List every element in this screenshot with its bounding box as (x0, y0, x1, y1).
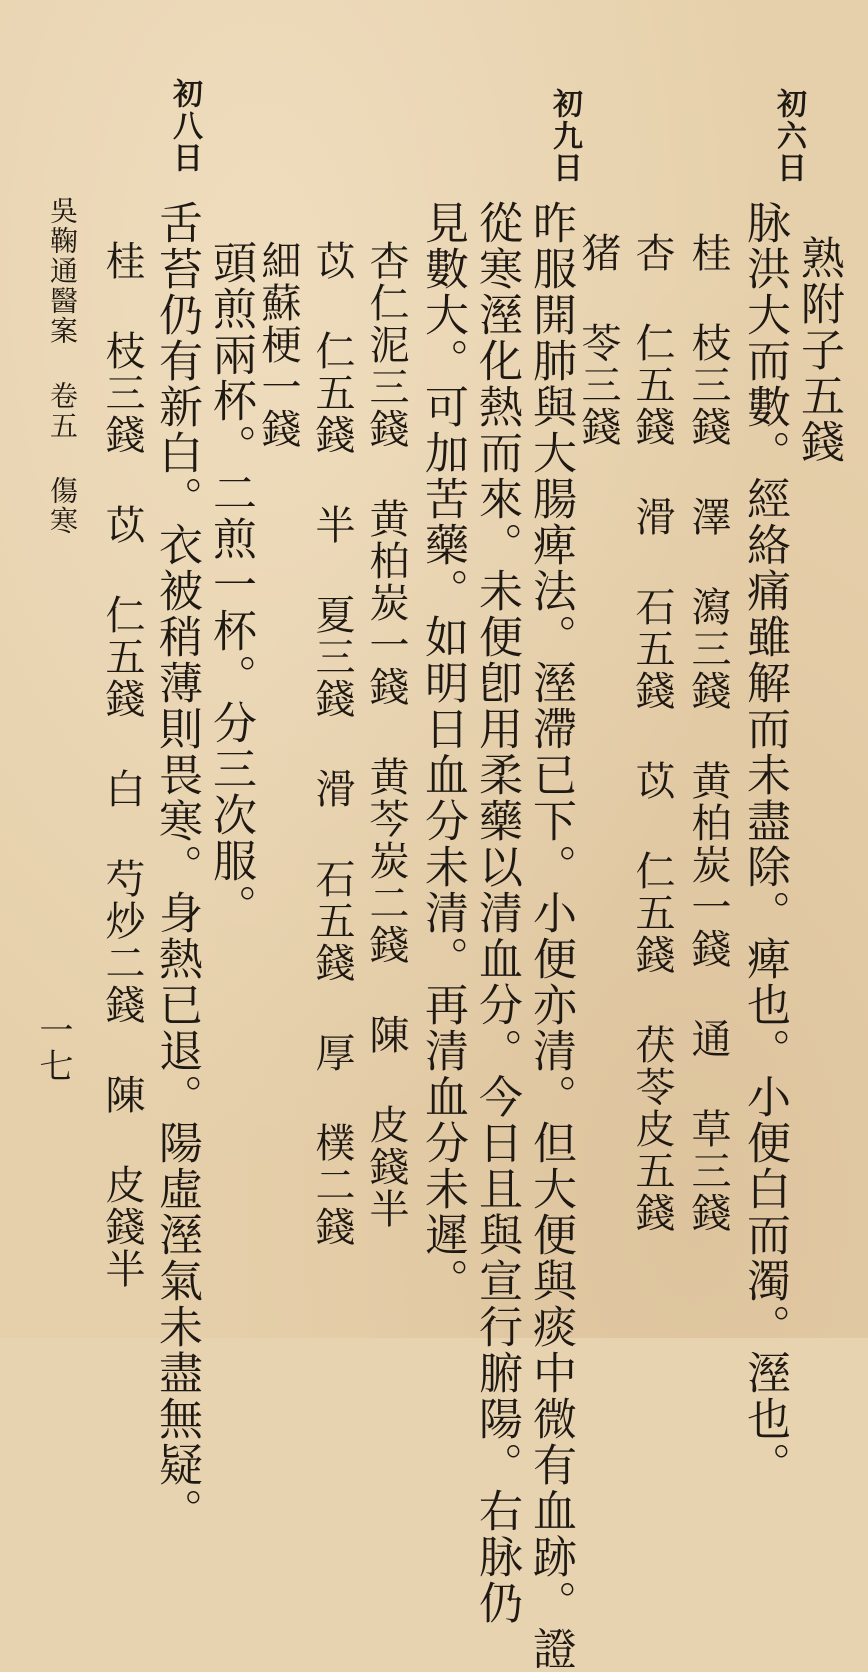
running-footer: 吳鞠通醫案 卷五 傷寒 (46, 196, 79, 536)
page-number: 一七 (33, 1012, 73, 1084)
date-day6: 初六日 (771, 88, 806, 184)
day9-prescription-2: 苡 仁五錢 半 夏三錢 滑 石五錢 厚 樸二錢 (309, 240, 355, 1248)
date-day9: 初九日 (547, 88, 582, 184)
day6-prescription-2: 杏 仁五錢 滑 石五錢 苡 仁五錢 茯苓皮五錢 (629, 232, 675, 1234)
date-day8: 初八日 (167, 78, 202, 174)
day6-note: 脉洪大而數。經絡痛雖解而未盡除。痺也。小便白而濁。溼也。 (739, 200, 790, 1488)
day8-note: 舌苔仍有新白。衣被稍薄則畏寒。身熱已退。陽虛溼氣未盡無疑。 (151, 200, 202, 1534)
day9-note-2: 從寒溼化熱而來。未便卽用柔藥以清血分。今日且與宣行腑陽。右脉仍 (471, 200, 522, 1626)
day6-prescription-3: 猪 苓三錢 (575, 232, 621, 448)
day6-prescription-1: 桂 枝三錢 澤 瀉三錢 黄柏炭一錢 通 草三錢 (685, 232, 731, 1234)
day9-prescription-3: 細蘇梗一錢 (255, 240, 301, 450)
day6-extra-line: 熟附子五錢 (793, 235, 844, 465)
day9-note-3: 見數大。可加苦藥。如明日血分未清。再清血分未遲。 (417, 200, 468, 1304)
day9-note-1: 昨服開肺與大腸痺法。溼滯已下。小便亦清。但大便與痰中微有血跡。證 (525, 200, 576, 1672)
day9-instruction: 頭煎兩杯。二煎一杯。分三次服。 (205, 240, 256, 930)
day9-prescription-1: 杏仁泥三錢 黄柏炭一錢 黄芩炭二錢 陳 皮錢半 (363, 240, 409, 1230)
day8-prescription-1: 桂 枝三錢 苡 仁五錢 白 芍炒二錢 陳 皮錢半 (99, 240, 145, 1290)
